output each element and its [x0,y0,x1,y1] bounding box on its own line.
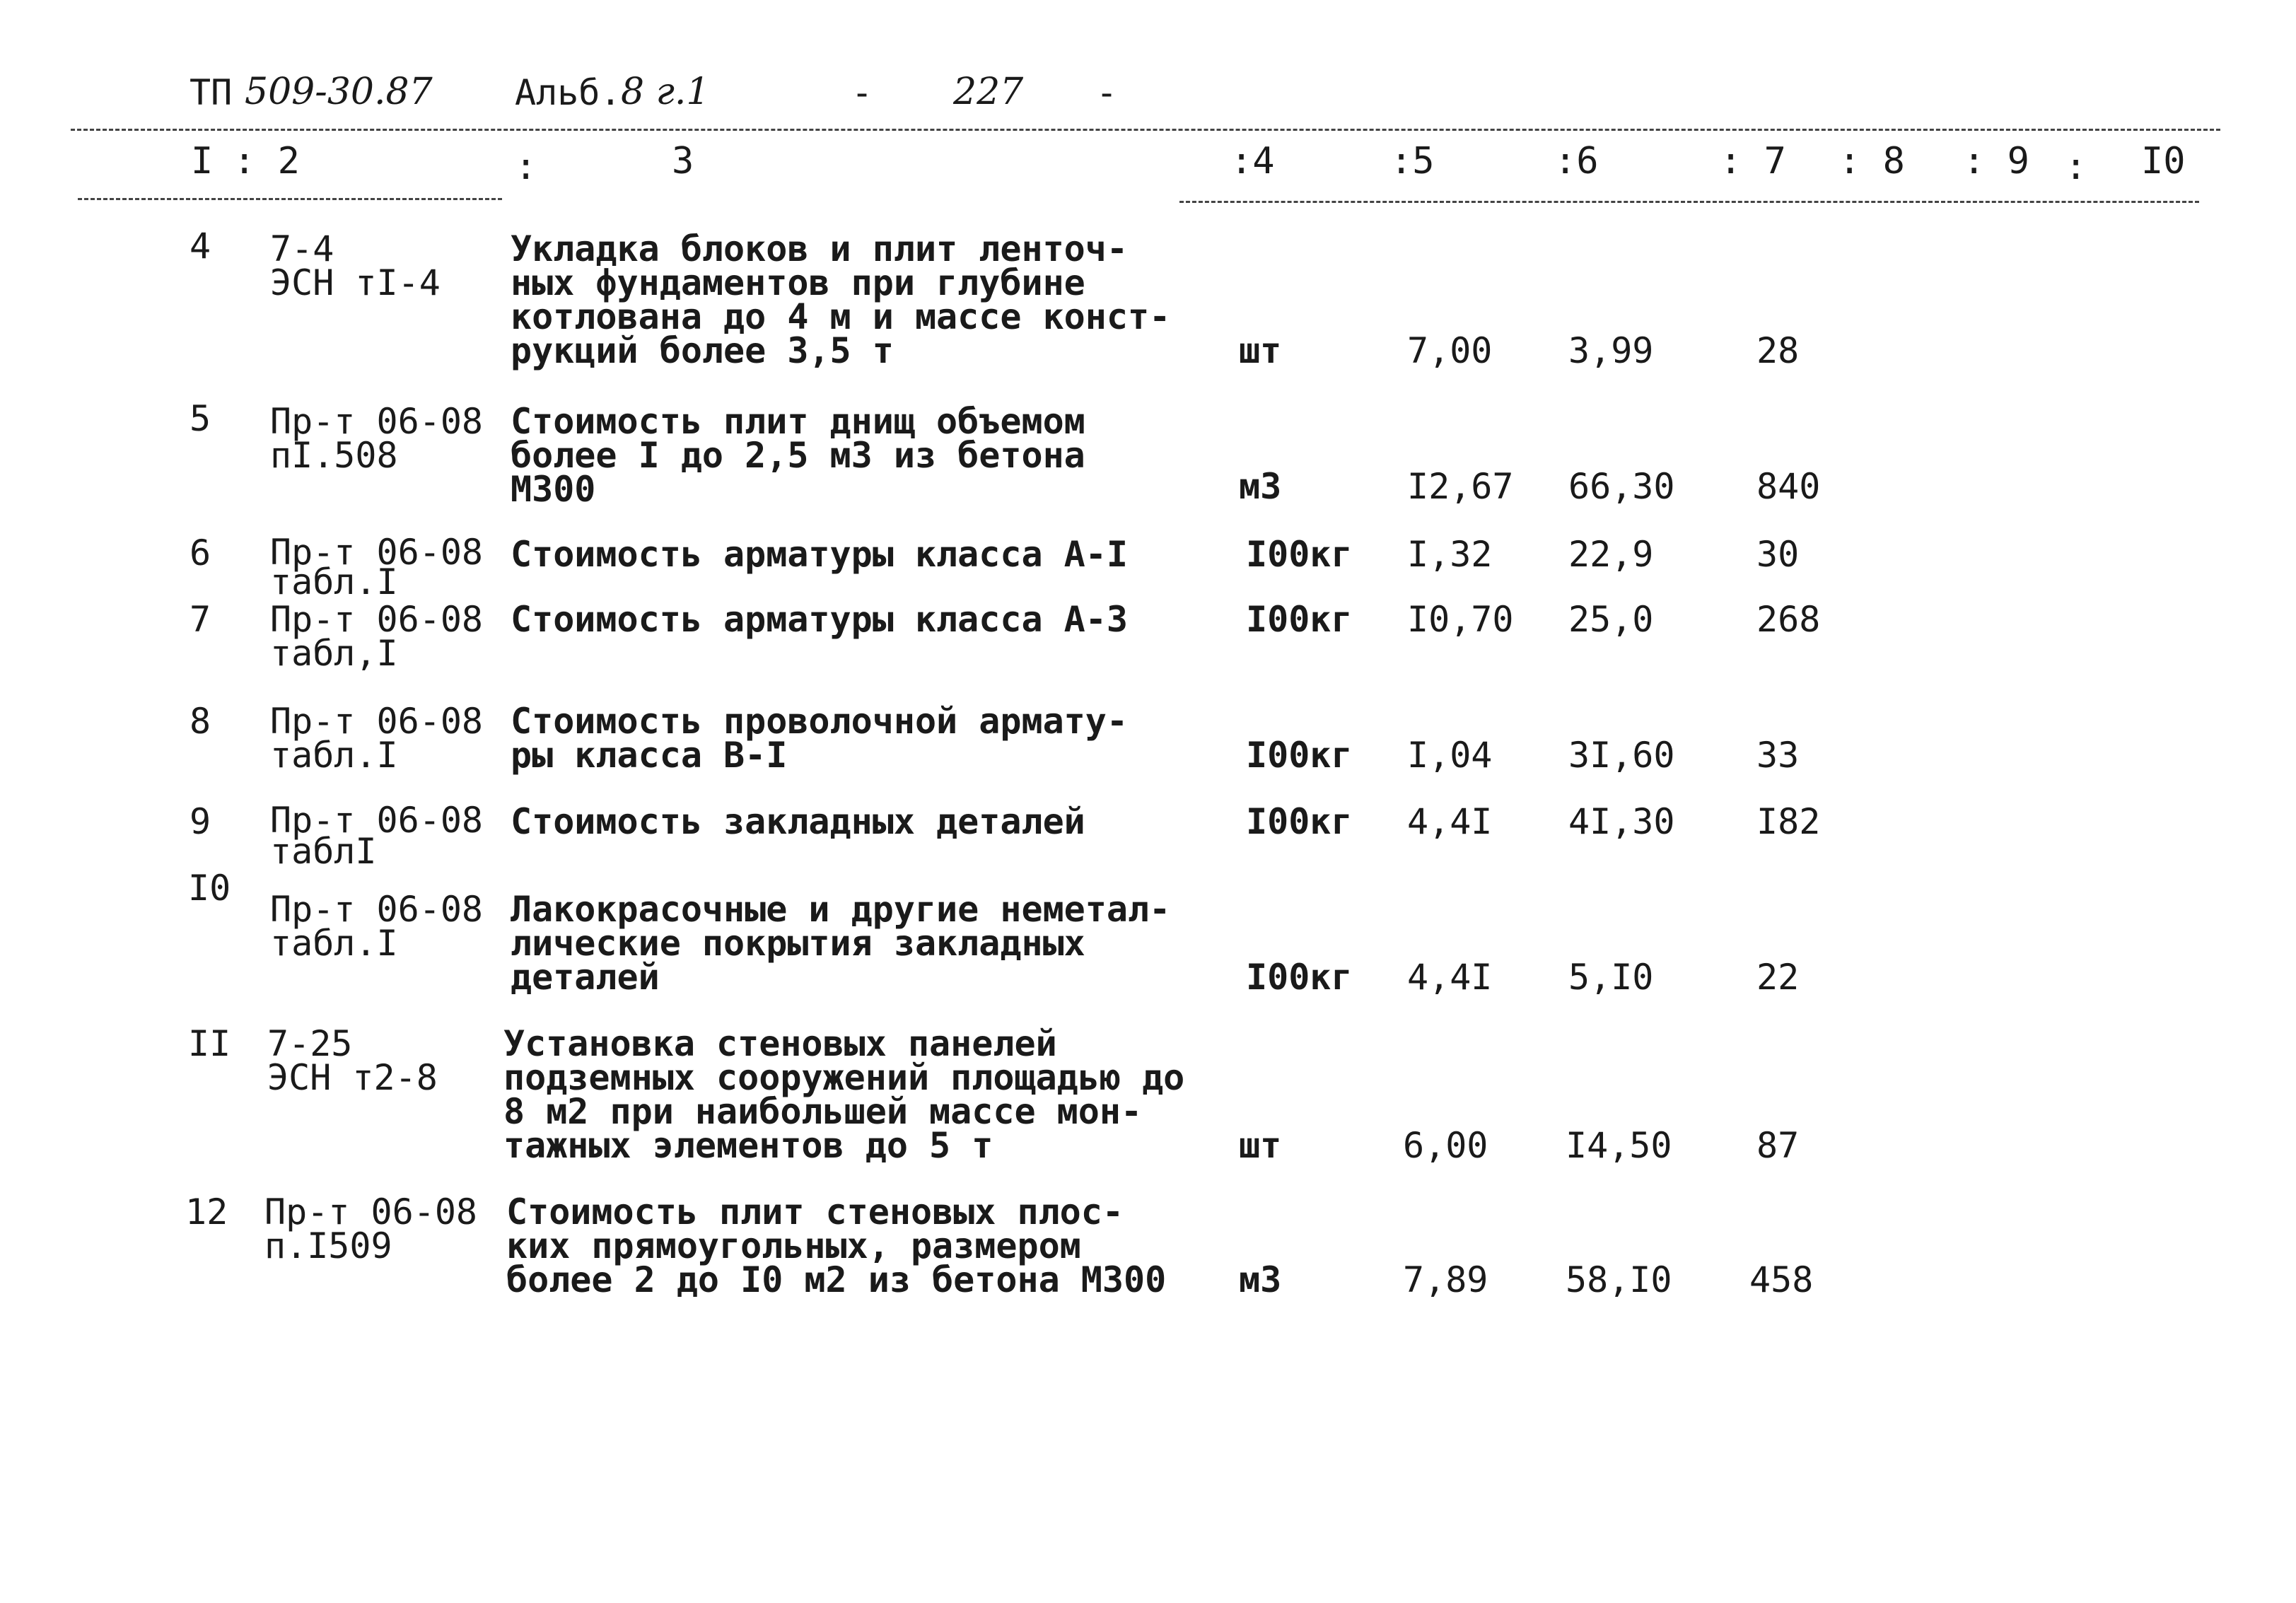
row-number: 5 [190,398,211,439]
header-rule-bottom-right [1179,201,2199,203]
row-unit: I00кг [1246,801,1353,842]
col-header-2: : 2 [233,140,300,182]
row-code: Пр-т 06-08 таблI [270,800,484,872]
col-header-7: : 7 [1720,140,1786,182]
row-description: Стоимость проволочной армату- ры класса В-I [511,701,1128,776]
col-header-6: :6 [1554,140,1599,182]
row-unit: I00кг [1246,599,1353,640]
row-total: I82 [1756,801,1821,842]
col-header-10: I0 [2141,140,2186,182]
row-quantity: I,32 [1407,534,1493,575]
row-description: Стоимость закладных деталей [511,801,1085,842]
row-unit-price: 22,9 [1568,534,1654,575]
row-total: 30 [1756,534,1800,575]
row-code: Пр-т 06-08 пI.508 [270,401,484,476]
row-description: Стоимость плит днищ объемом более I до 2,5 м3 из бетона М300 [511,401,1085,510]
col-header-sep: : [515,146,537,188]
row-code: Пр-т 06-08 табл.I [270,701,484,776]
col-header-3: 3 [672,140,694,182]
row-code: 7-25 ЭСН т2-8 [267,1023,438,1098]
header-dash-left: - [851,72,873,113]
row-code: Пр-т 06-08 табл.I [270,532,484,602]
row-description: Установка стеновых панелей подземных сооружений площадью до 8 м2 при наибольшей массе мон- тажных элементов до 5 т [503,1023,1185,1166]
row-unit: шт [1239,330,1282,371]
row-code: Пр-т 06-08 п.I509 [264,1191,478,1266]
col-header-4: :4 [1230,140,1275,182]
row-unit-price: 25,0 [1568,599,1654,640]
row-description: Стоимость плит стеновых плос- ких прямоугольных, размером более 2 до I0 м2 из бетона М300 [506,1191,1167,1300]
row-code: Пр-т 06-08 табл.I [270,889,484,964]
row-quantity: 4,4I [1407,957,1493,998]
row-number: 12 [185,1191,228,1232]
row-unit: м3 [1239,466,1282,507]
row-unit-price: 66,30 [1568,466,1675,507]
doc-code-label: ТП [190,72,233,113]
row-quantity: I0,70 [1407,599,1514,640]
row-unit: I00кг [1246,534,1353,575]
row-total: 87 [1756,1125,1800,1166]
row-description: Лакокрасочные и другие неметал- лические покрытия закладных деталей [511,889,1171,998]
row-quantity: 7,00 [1407,330,1493,371]
row-description: Укладка блоков и плит ленточ- ных фундаментов при глубине котлована до 4 м и массе конст- рукций более 3,5 т [511,228,1171,371]
page-number: 227 [953,71,1024,113]
row-unit: м3 [1239,1259,1282,1300]
row-number: I0 [188,868,231,909]
row-number: 9 [190,801,211,842]
row-quantity: I2,67 [1407,466,1514,507]
row-number: 4 [190,226,211,267]
row-description: Стоимость арматуры класса А-I [511,534,1128,575]
row-total: 22 [1756,957,1800,998]
row-quantity: 7,89 [1403,1259,1488,1300]
row-unit-price: 5,I0 [1568,957,1654,998]
row-total: 840 [1756,466,1821,507]
row-unit: шт [1239,1125,1282,1166]
row-total: 28 [1756,330,1800,371]
row-total: 33 [1756,735,1800,776]
row-total: 458 [1749,1259,1814,1300]
row-unit-price: 3,99 [1568,330,1654,371]
row-unit-price: 58,I0 [1566,1259,1672,1300]
header-rule-bottom-left [78,198,502,200]
row-code: 7-4 ЭСН тI-4 [270,228,441,303]
row-description: Стоимость арматуры класса А-3 [511,599,1128,640]
row-code: Пр-т 06-08 табл,I [270,599,484,674]
album-label: Альб. [515,72,622,113]
row-quantity: 6,00 [1403,1125,1488,1166]
row-unit-price: 3I,60 [1568,735,1675,776]
row-unit: I00кг [1246,957,1353,998]
col-header-sep-2: : [2065,146,2087,188]
row-quantity: I,04 [1407,735,1493,776]
row-number: II [188,1023,231,1064]
row-quantity: 4,4I [1407,801,1493,842]
row-number: 8 [190,701,211,742]
row-unit: I00кг [1246,735,1353,776]
row-total: 268 [1756,599,1821,640]
col-header-8: : 8 [1838,140,1905,182]
row-unit-price: I4,50 [1566,1125,1672,1166]
row-unit-price: 4I,30 [1568,801,1675,842]
header-rule-top [71,129,2220,131]
col-header-5: :5 [1390,140,1435,182]
row-number: 7 [190,599,211,640]
doc-code-number: 509-30.87 [245,71,433,113]
header-dash-right: - [1096,72,1118,113]
album-number: 8 г.1 [621,71,710,113]
col-header-1: I [191,140,214,182]
col-header-9: : 9 [1963,140,2029,182]
row-number: 6 [190,532,211,573]
